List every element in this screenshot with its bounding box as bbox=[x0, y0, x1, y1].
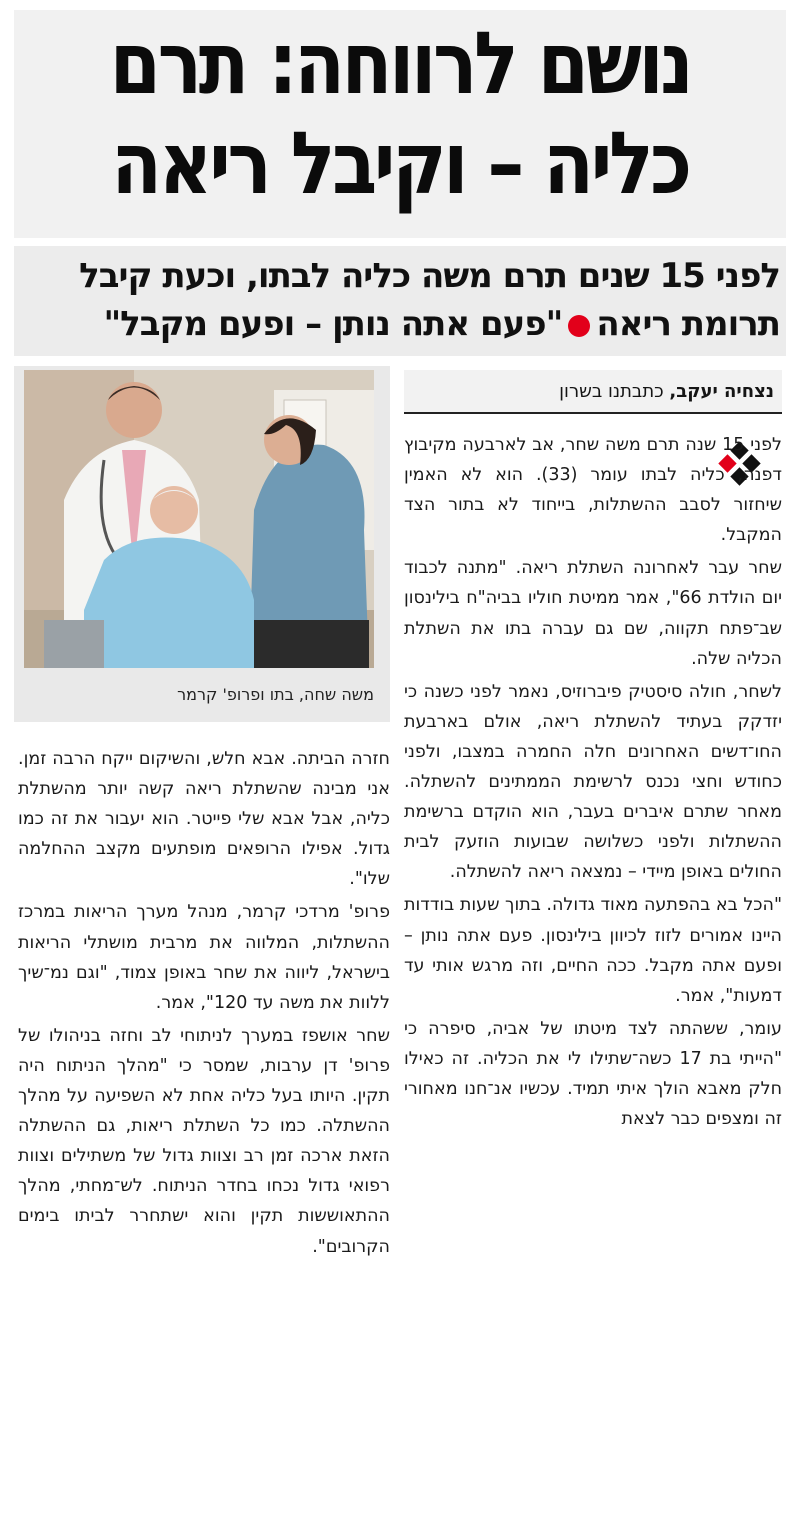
headline-line-2: כליה – וקיבל ריאה bbox=[111, 114, 689, 214]
photo-illustration bbox=[24, 370, 374, 668]
subheadline bbox=[20, 252, 780, 348]
paragraph bbox=[404, 677, 782, 888]
byline-role: כתבתנו בשרון bbox=[559, 381, 670, 402]
paragraph bbox=[18, 744, 390, 894]
headline bbox=[77, 14, 724, 214]
subheadline-quote: "פעם אתה נותן – ופעם מקבל" bbox=[103, 304, 563, 344]
red-dot-icon bbox=[568, 315, 590, 337]
headline-line-1: נושם לרווחה: תרם bbox=[109, 14, 691, 114]
paragraph-text: פרופ' מרדכי קרמר, מנהל מערך הריאות במרכז ההשתלות, המלווה את מרבית מושתלי הריאות בישראל, ליווה את שחר באופן צמוד, "וגם נמ־שיך ללוות את משה עד 120", אמר. bbox=[18, 902, 390, 1013]
subheadline-line-2a: תרומת ריאה bbox=[596, 304, 780, 344]
paragraph bbox=[404, 890, 782, 1010]
paragraph-text: עומר, ששהתה לצד מיטתו של אביה, סיפרה כי "הייתי בת 17 כשה־שתילו לי את הכליה. זה כאילו חלק מאבא הולך איתי תמיד. עכשיו אנ־חנו מאחורי זה ומצפים כבר לצאת bbox=[404, 1018, 783, 1130]
article-photo bbox=[24, 370, 374, 668]
paragraph-text: "הכל בא בהפתעה מאוד גדולה. בתוך שעות בודדות היינו אמורים לזוז לכיוון בילינסון. פעם אתה נותן – ופעם אתה מקבל. ככה החיים, וזה מרגש אותי עד דמעות", אמר. bbox=[404, 895, 782, 1006]
paragraph-text: שחר עבר לאחרונה השתלת ריאה. "מתנה לכבוד יום הולדת 66", אמר ממיטת חוליו בביה"ח בילינסון שב־פתח תקווה, שם גם עברה בתו את השתלת הכליה שלה. bbox=[404, 558, 783, 669]
paragraph bbox=[404, 430, 782, 550]
paragraph bbox=[404, 553, 782, 673]
paragraph-text: שחר אושפז במערך לניתוחי לב וחזה בניהולו של פרופ' דן ערבות, שמסר כי "מהלך הניתוח היה תקין. היותו בעל כליה אחת לא השפיעה על מהלך ההשתלה. כמו כל השתלת ריאות, גם ההשתלה הזאת ארכה זמן רב וצוות גדול של משתילים וצוות רפואי גדול נכחו בחדר הניתוח. לש־מחתי, מהלך ההתאוששות תקין והוא ישתחרר לביתו בימים הקרובים". bbox=[18, 1025, 390, 1257]
paragraph-text: חזרה הביתה. אבא חלש, והשיקום ייקח הרבה זמן. אני מבינה שהשתלת ריאה קשה יותר מהשתלת כליה, אבל אבא שלי פייטר. הוא יעבור את זה כמו גדול. אפילו הרופאים מופתעים מקצב ההחלמה שלו". bbox=[18, 749, 390, 890]
paragraph bbox=[18, 897, 390, 1017]
paragraph bbox=[18, 1021, 390, 1262]
photo-caption: משה שחה, בתו ופרופ' קרמר bbox=[177, 685, 374, 704]
subheadline-line-1: לפני 15 שנים תרם משה כליה לבתו, וכעת קיבל bbox=[79, 256, 780, 296]
article-column-left bbox=[18, 744, 390, 1265]
paragraph bbox=[404, 1014, 782, 1134]
byline bbox=[404, 370, 782, 414]
byline-author: נצחיה יעקב, bbox=[669, 381, 774, 402]
paragraph-text: לשחר, חולה סיסטיק פיברוזיס, נאמר לפני כשנה כי יזדקק בעתיד להשתלת ריאה, אולם בארבעת החו־דשים האחרונים חלה החמרה במצבו, ולפני כחודש וחצי נכנס לרשימת הממתינים להשתלה. מאחר שתרם איברים בעבר, הוא הוקדם ברשימת ההשתלות ולפני כשלושה שבועות הוזעק לבית החולים באופן מיידי – נמצאה ריאה להשתלה. bbox=[404, 681, 782, 883]
paragraph-text: לפני 15 שנה תרם משה שחר, אב לארבעה מקיבוץ דפנה, כליה לבתו עומר (33). הוא לא האמין שיחזור לסבב ההשתלות, בייחוד לא בתור הצד המקבל. bbox=[404, 435, 782, 546]
article-column-right bbox=[404, 430, 782, 1137]
